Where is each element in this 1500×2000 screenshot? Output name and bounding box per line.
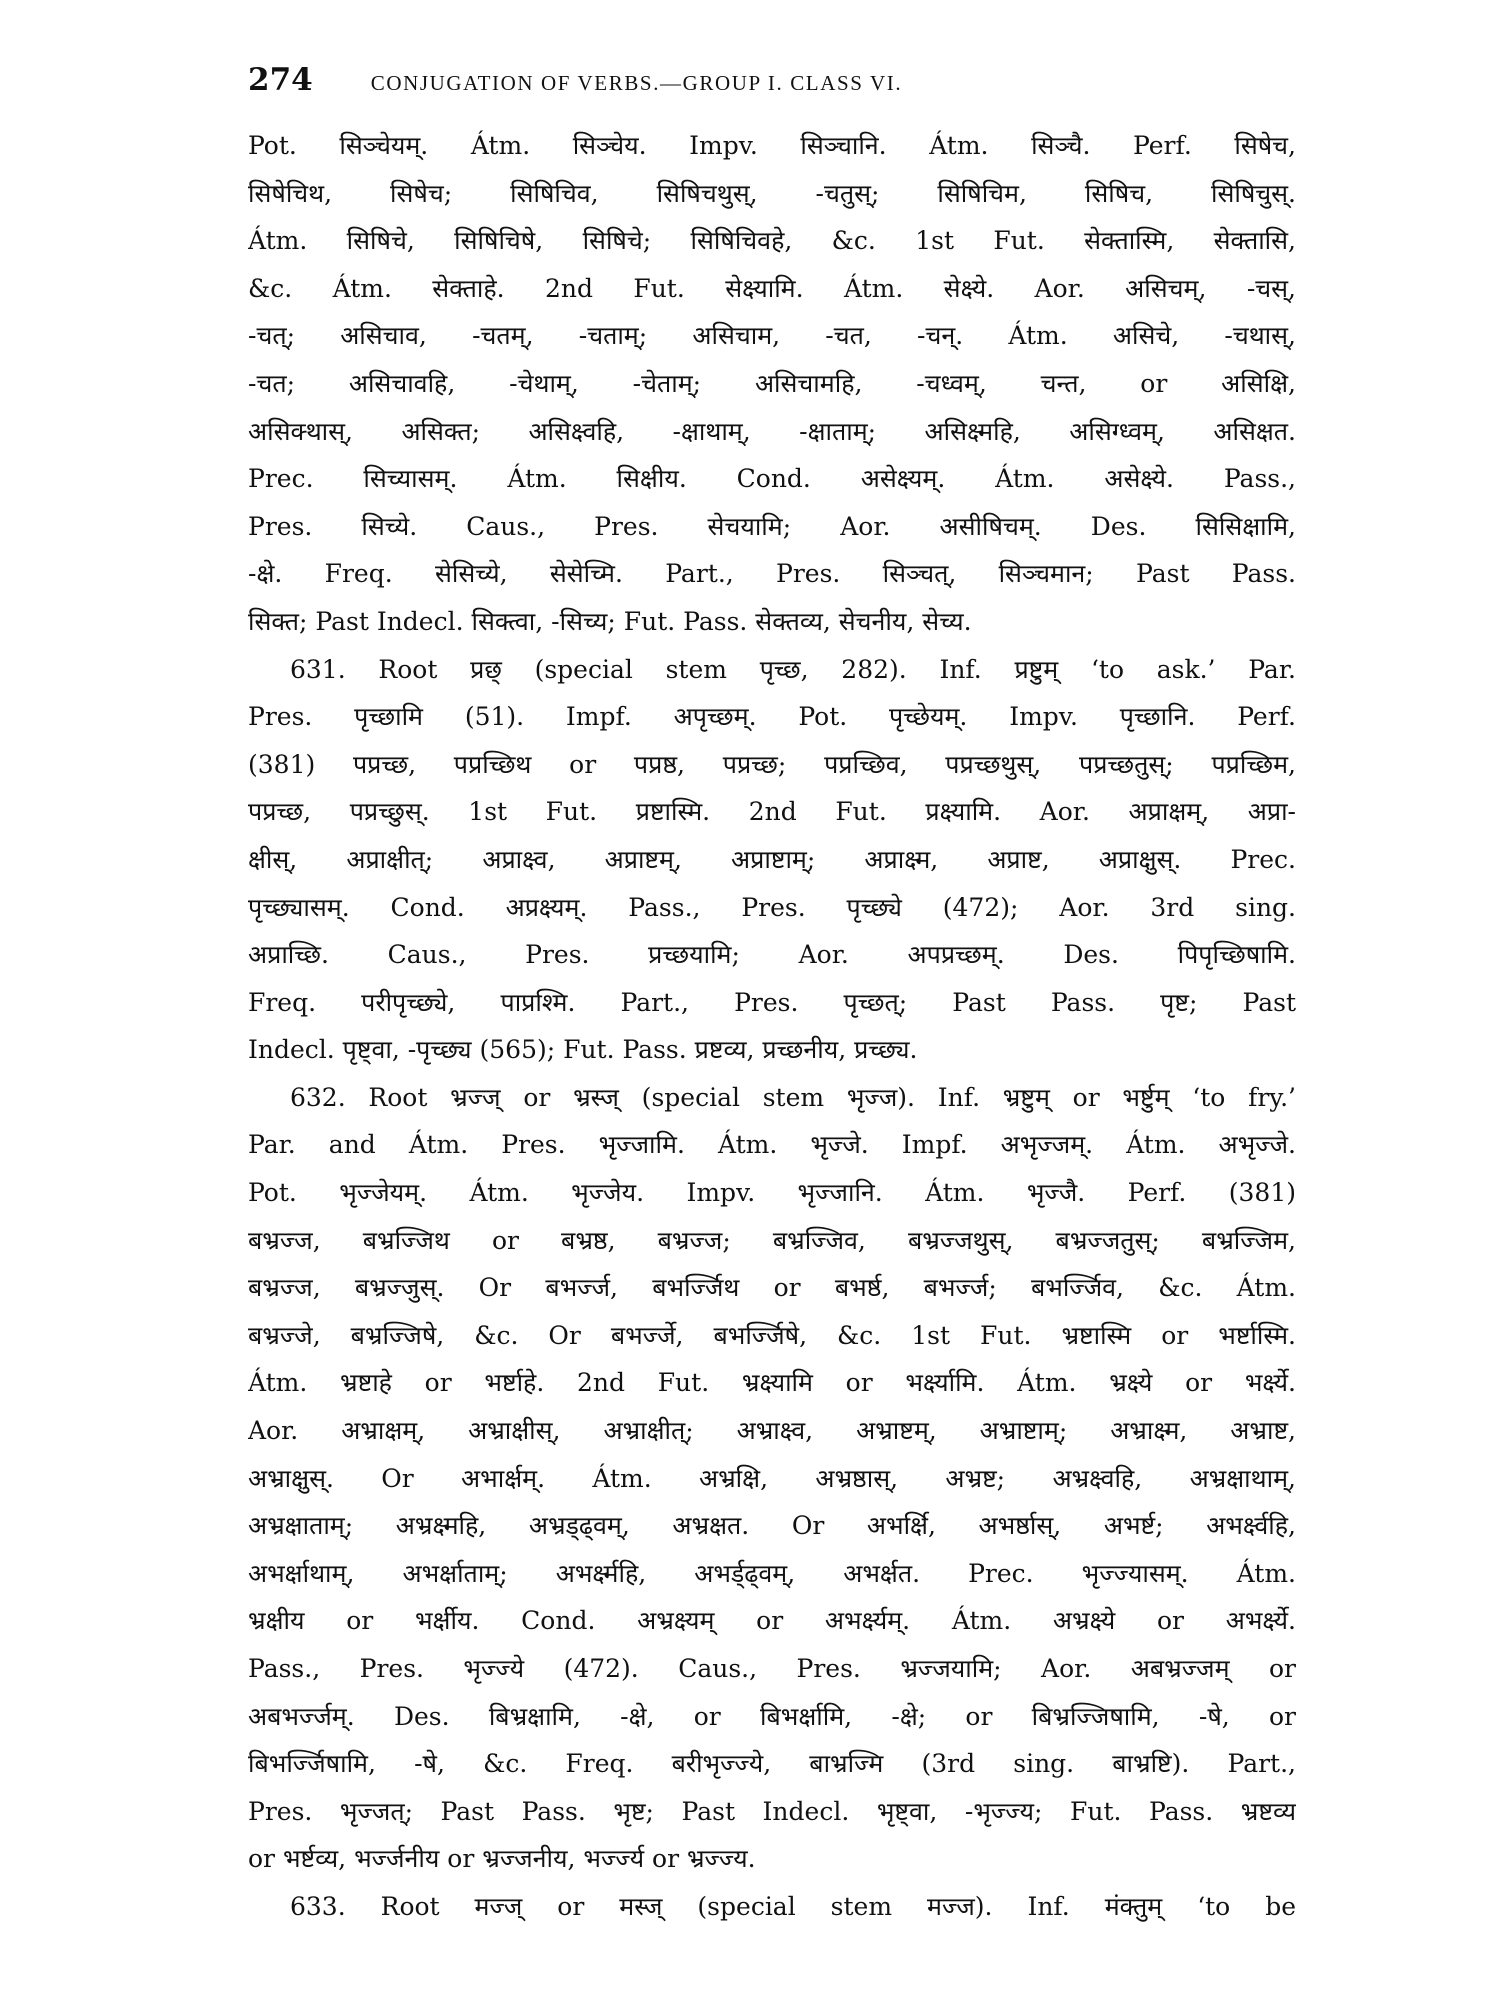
text-line: अभ्रक्षाताम्; अभ्रक्ष्महि, अभ्रड्ढ्वम्, अभ्रक्षत. Or अभर्क्षि, अभर्ष्ठास्, अभर्ष्ट; अभर्क्ष्वहि, [248, 1511, 1296, 1541]
text-line: बभ्रज्ज, बभ्रज्जिथ or बभ्रष्ठ, बभ्रज्ज; बभ्रज्जिव, बभ्रज्जथुस्, बभ्रज्जतुस्; बभ्रज्जिम, [248, 1225, 1296, 1255]
text-line: Freq. परीपृच्छ्ये, पाप्रश्मि. Part., Pres. पृच्छत्; Past Pass. पृष्ट; Past [248, 987, 1296, 1017]
text-line: Pot. भृज्जेयम्. Átm. भृज्जेय. Impv. भृज्जानि. Átm. भृज्जै. Perf. (381) [248, 1178, 1296, 1208]
text-line: Átm. सिषिचे, सिषिचिषे, सिषिचे; सिषिचिवहे, &c. 1st Fut. सेक्तास्मि, सेक्तासि, [248, 226, 1296, 256]
text-line: -चत्; असिचाव, -चतम्, -चताम्; असिचाम, -चत, -चन्. Átm. असिचे, -चथास्, [248, 321, 1296, 351]
text-line: Aor. अभ्राक्षम्, अभ्राक्षीस्, अभ्राक्षीत्; अभ्राक्ष्व, अभ्राष्टम्, अभ्राष्टाम्; अभ्राक्ष्म, अभ्राष्ट, [248, 1416, 1296, 1446]
text-line: Pres. पृच्छामि (51). Impf. अपृच्छम्. Pot. पृच्छेयम्. Impv. पृच्छानि. Perf. [248, 702, 1296, 732]
text-line: 631. Root प्रछ् (special stem पृच्छ, 282). Inf. प्रष्टुम् ‘to ask.’ Par. [290, 654, 1296, 684]
text-line: 633. Root मज्ज् or मस्ज् (special stem मज्ज). Inf. मंक्तुम् ‘to be [290, 1891, 1296, 1921]
text-line: क्षीस्, अप्राक्षीत्; अप्राक्ष्व, अप्राष्टम्, अप्राष्टाम्; अप्राक्ष्म, अप्राष्ट, अप्राक्षुस्. Prec. [248, 844, 1296, 874]
text-line: पृच्छ्यासम्. Cond. अप्रक्ष्यम्. Pass., Pres. पृच्छ्ये (472); Aor. 3rd sing. [248, 892, 1296, 922]
text-line: Átm. भ्रष्टाहे or भर्ष्टाहे. 2nd Fut. भ्रक्ष्यामि or भर्क्ष्यामि. Átm. भ्रक्ष्ये or भर्क्ष्ये. [248, 1368, 1296, 1398]
text-line: Pres. भृज्जत्; Past Pass. भृष्ट; Past Indecl. भृष्ट्वा, -भृज्ज्य; Fut. Pass. भ्रष्टव्य [248, 1796, 1296, 1826]
page-number: 274 [248, 62, 313, 98]
page-body [248, 122, 1296, 1931]
text-line: Pot. सिञ्चेयम्. Átm. सिञ्चेय. Impv. सिञ्चानि. Átm. सिञ्चै. Perf. सिषेच, [248, 131, 1296, 160]
text-line: पप्रच्छ, पप्रच्छुस्. 1st Fut. प्रष्टास्मि. 2nd Fut. प्रक्ष्यामि. Aor. अप्राक्षम्, अप्रा- [248, 797, 1296, 827]
text-line: अबभर्ज्जम्. Des. बिभ्रक्षामि, -क्षे, or बिभर्क्षामि, -क्षे; or बिभ्रज्जिषामि, -षे, or [248, 1701, 1296, 1731]
text-line: -क्षे. Freq. सेसिच्ये, सेसेच्मि. Part., Pres. सिञ्चत्, सिञ्चमान; Past Pass. [248, 559, 1296, 589]
text-line: अप्राच्छि. Caus., Pres. प्रच्छयामि; Aor. अपप्रच्छम्. Des. पिपृच्छिषामि. [248, 940, 1296, 970]
text-line: &c. Átm. सेक्ताहे. 2nd Fut. सेक्ष्यामि. Átm. सेक्ष्ये. Aor. असिचम्, -चस्, [248, 273, 1296, 303]
text-line: (381) पप्रच्छ, पप्रच्छिथ or पप्रष्ठ, पप्रच्छ; पप्रच्छिव, पप्रच्छथुस्, पप्रच्छतुस्; पप्रच्छिम, [248, 749, 1296, 779]
running-head: CONJUGATION OF VERBS.—GROUP I. CLASS VI. [370, 71, 903, 95]
text-line: Pass., Pres. भृज्ज्ये (472). Caus., Pres. भ्रज्जयामि; Aor. अबभ्रज्जम् or [248, 1654, 1296, 1683]
text-line: बभ्रज्ज, बभ्रज्जुस्. Or बभर्ज्ज, बभर्ज्जिथ or बभर्ष्ठ, बभर्ज्ज; बभर्ज्जिव, &c. Átm. [248, 1273, 1296, 1303]
text-line: Pres. सिच्ये. Caus., Pres. सेचयामि; Aor. असीषिचम्. Des. सिसिक्षामि, [248, 511, 1296, 541]
text-line: भ्रक्षीय or भर्क्षीय. Cond. अभ्रक्ष्यम् or अभर्क्ष्यम्. Átm. अभ्रक्ष्ये or अभर्क्ष्ये. [248, 1606, 1296, 1636]
text-line: or भर्ष्टव्य, भर्ज्जनीय or भ्रज्जनीय, भर्ज्ज्य or भ्रज्ज्य. [248, 1844, 756, 1874]
text-line: -चत; असिचावहि, -चेथाम्, -चेताम्; असिचामहि, -चध्वम्, चन्त, or असिक्षि, [248, 368, 1296, 398]
text-line: अभर्क्षाथाम्, अभर्क्षाताम्; अभर्क्ष्महि, अभर्ड्ढ्वम्, अभर्क्षत. Prec. भृज्ज्यासम्. Átm. [248, 1558, 1296, 1588]
text-line: बिभर्ज्जिषामि, -षे, &c. Freq. बरीभृज्ज्ये, बाभ्रज्मि (3rd sing. बाभ्रष्टि). Part., [248, 1749, 1296, 1779]
text-line: अभ्राक्षुस्. Or अभार्क्षम्. Átm. अभ्रक्षि, अभ्रष्ठास्, अभ्रष्ट; अभ्रक्ष्वहि, अभ्रक्षाथाम्, [248, 1463, 1296, 1493]
text-line: असिक्थास्, असिक्त; असिक्ष्वहि, -क्षाथाम्, -क्षाताम्; असिक्ष्महि, असिग्ध्वम्, असिक्षत. [248, 416, 1296, 446]
text-line: Indecl. पृष्ट्वा, -पृच्छ्य (565); Fut. Pass. प्रष्टव्य, प्रच्छनीय, प्रच्छ्य. [248, 1035, 918, 1065]
text-line: बभ्रज्जे, बभ्रज्जिषे, &c. Or बभर्ज्जे, बभर्ज्जिषे, &c. 1st Fut. भ्रष्टास्मि or भर्ष्टास्मि. [248, 1320, 1296, 1350]
text-line: Par. and Átm. Pres. भृज्जामि. Átm. भृज्जे. Impf. अभृज्जम्. Átm. अभृज्जे. [248, 1130, 1296, 1160]
page-header [248, 62, 1258, 98]
text-line: 632. Root भ्रज्ज् or भ्रस्ज् (special stem भृज्ज). Inf. भ्रष्टुम् or भर्ष्टुम् ‘to fry.’ [290, 1082, 1296, 1112]
text-line: सिषेचिथ, सिषेच; सिषिचिव, सिषिचथुस्, -चतुस्; सिषिचिम, सिषिच, सिषिचुस्. [248, 178, 1296, 208]
text-line: Prec. सिच्यासम्. Átm. सिक्षीय. Cond. असेक्ष्यम्. Átm. असेक्ष्ये. Pass., [248, 464, 1296, 494]
text-line: सिक्त; Past Indecl. सिक्त्वा, -सिच्य; Fut. Pass. सेक्तव्य, सेचनीय, सेच्य. [248, 606, 972, 636]
